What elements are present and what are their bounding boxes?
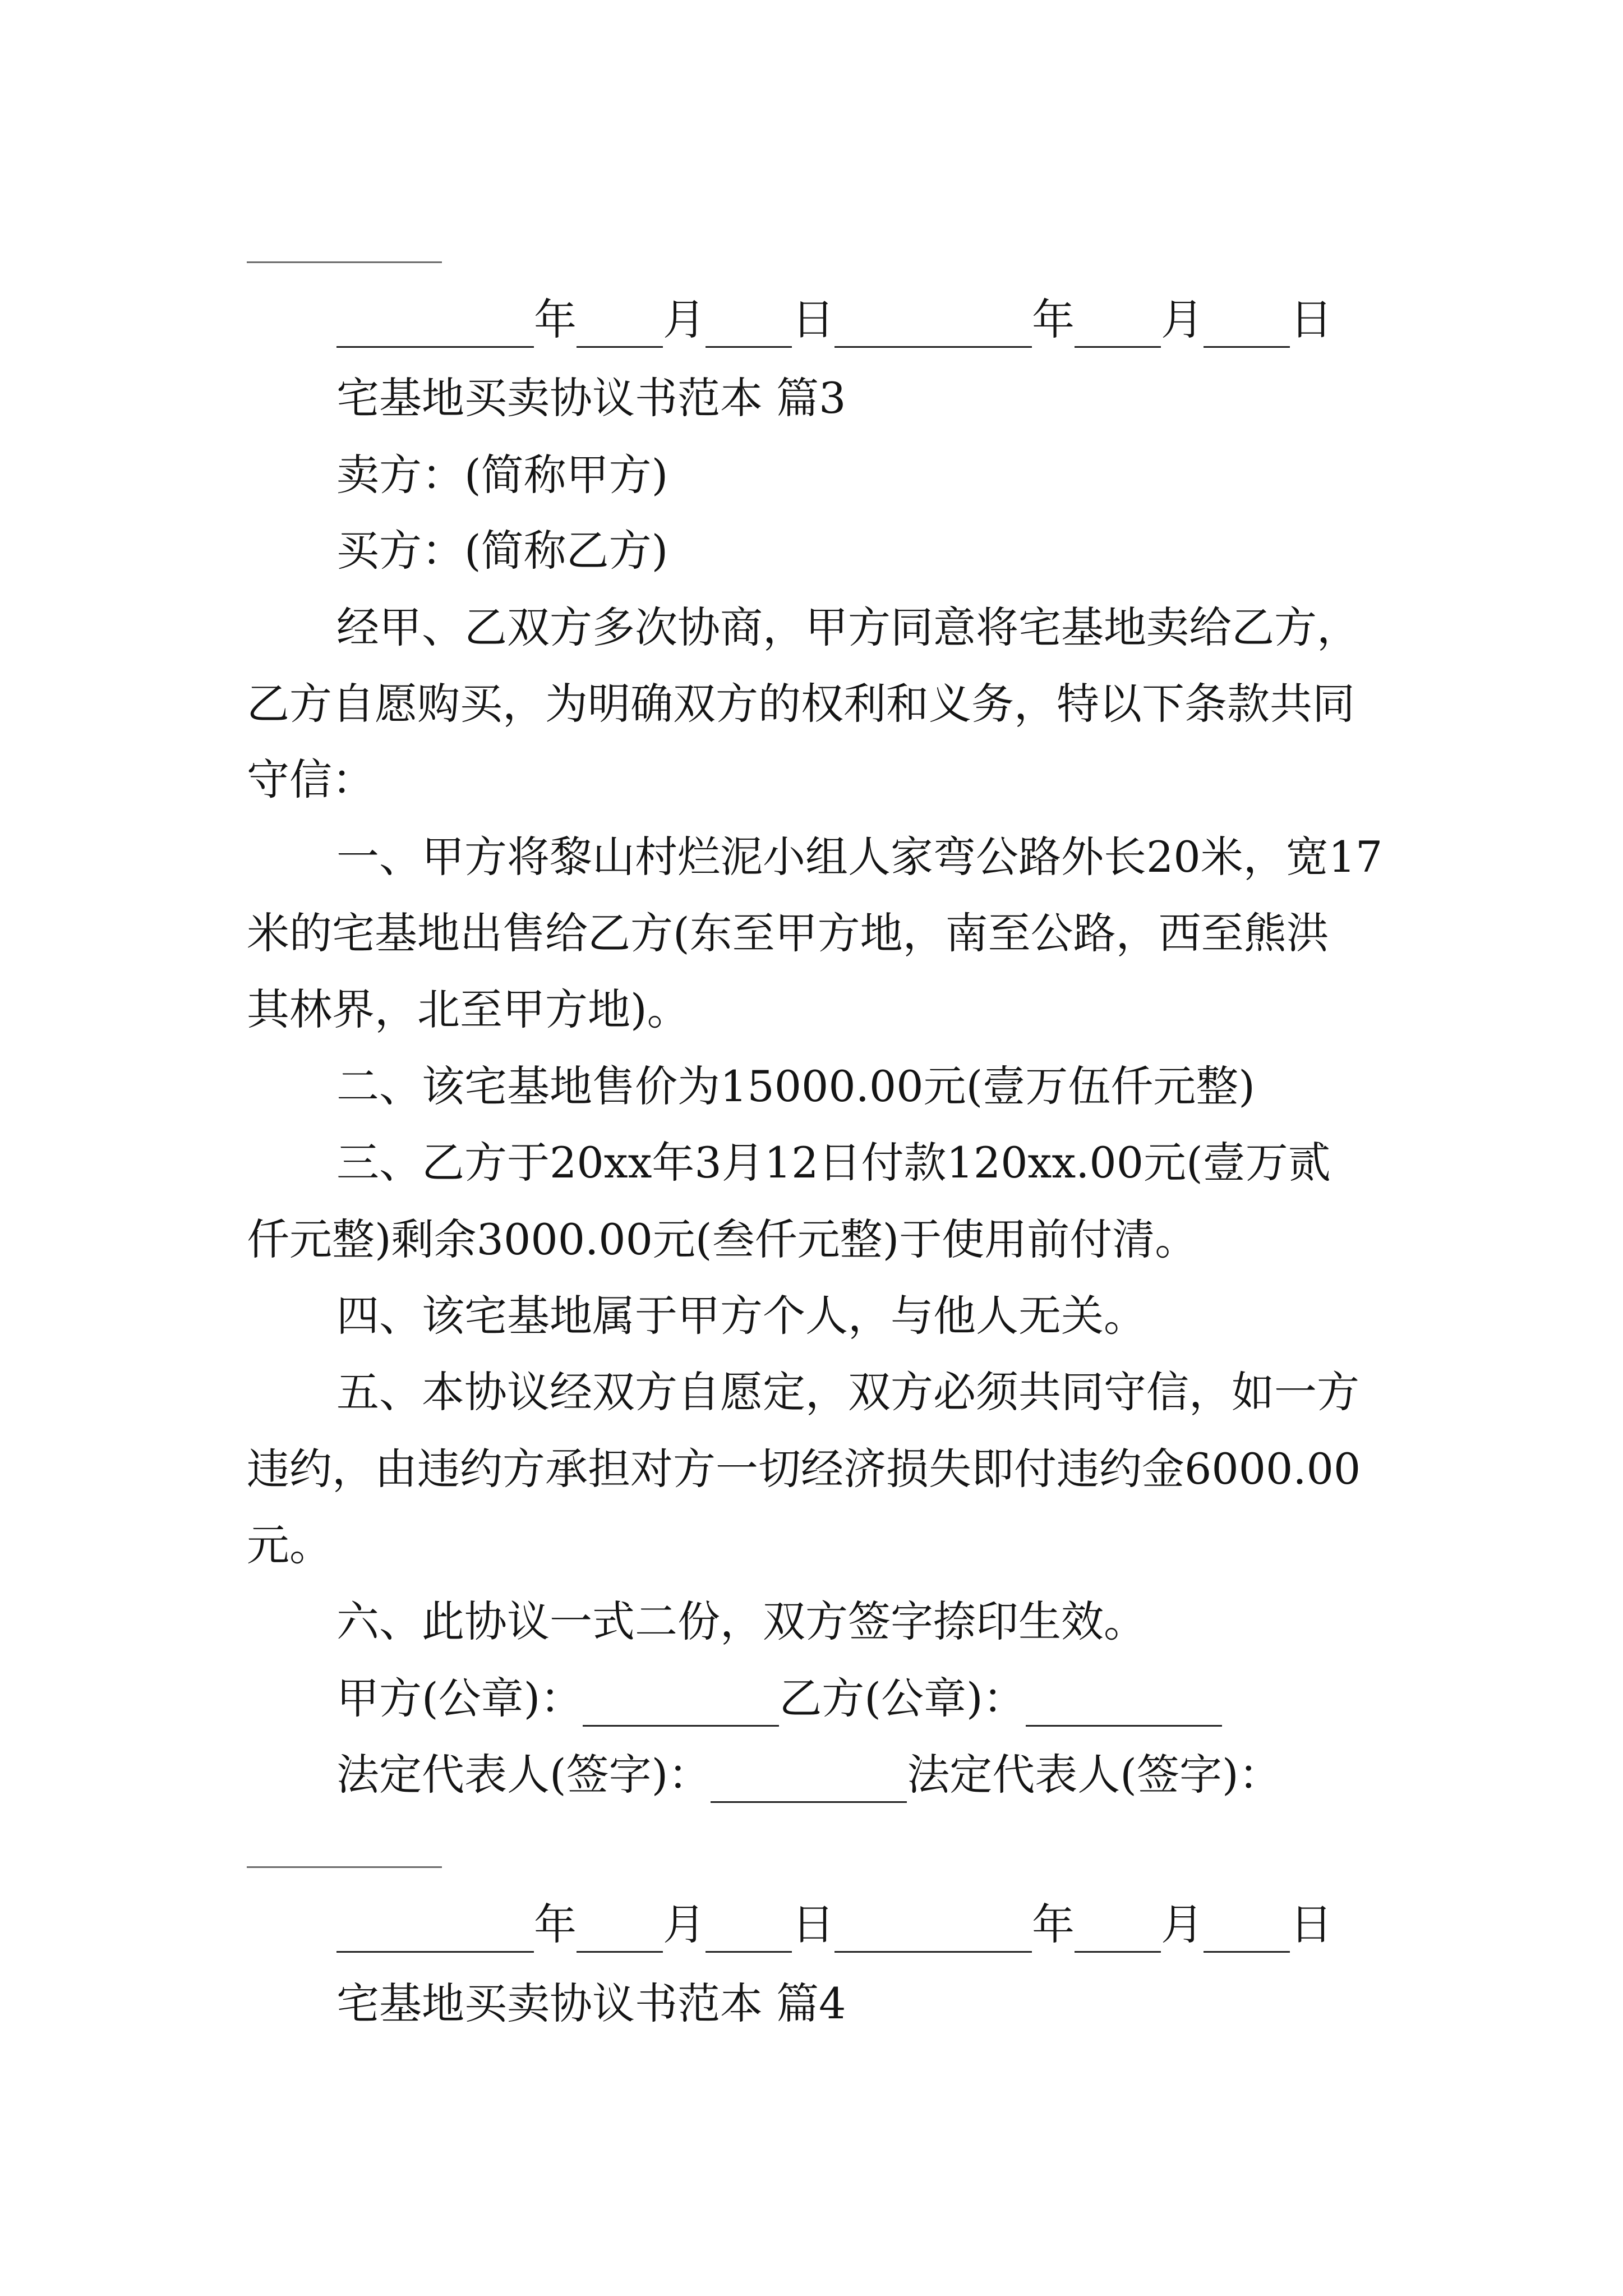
month-blank: [577, 1906, 663, 1953]
seal-row: [336, 1671, 1222, 1727]
clause-1-line: 其林界，北至甲方地)。: [247, 984, 690, 1034]
clause-4-line: 四、该宅基地属于甲方个人，与他人无关。: [336, 1291, 1146, 1341]
section-title-next: 宅基地买卖协议书范本 篇4: [336, 1978, 846, 2028]
date-row-top: [336, 292, 1332, 348]
year-label: 年: [534, 295, 577, 344]
month-label: 月: [663, 1899, 706, 1949]
party-b-seal-label: 乙方(公章)：: [779, 1673, 1026, 1723]
legal-rep-a-blank: [711, 1756, 907, 1803]
day-blank: [706, 1906, 792, 1953]
month-label: 月: [1161, 1899, 1204, 1949]
separator-rule-bottom: [247, 1866, 442, 1868]
year-blank: [336, 301, 534, 348]
month-blank: [1075, 1906, 1161, 1953]
legal-rep-row: [336, 1747, 1281, 1803]
year-label: 年: [1032, 1899, 1075, 1949]
month-blank: [1075, 301, 1161, 348]
party-b-seal-blank: [1026, 1680, 1222, 1727]
clause-2-line: 二、该宅基地售价为15000.00元(壹万伍仟元整): [336, 1061, 1255, 1111]
seller-line: 卖方：(简称甲方): [336, 450, 668, 500]
month-label: 月: [1161, 295, 1204, 344]
clause-1-line: 一、甲方将黎山村烂泥小组人家弯公路外长20米，宽17: [336, 832, 1383, 882]
month-blank: [577, 301, 663, 348]
year-blank: [834, 301, 1032, 348]
day-label: 日: [792, 1899, 834, 1949]
year-blank: [336, 1906, 534, 1953]
clause-3-line: 仟元整)剩余3000.00元(叁仟元整)于使用前付清。: [247, 1214, 1198, 1264]
paragraph-line: 乙方自愿购买，为明确双方的权利和义务，特以下条款共同: [247, 679, 1355, 729]
clause-5-line: 五、本协议经双方自愿定，双方必须共同守信，如一方: [336, 1367, 1359, 1417]
paragraph-line: 守信：: [247, 754, 375, 804]
section-title: 宅基地买卖协议书范本 篇3: [336, 373, 846, 423]
day-label: 日: [1290, 295, 1332, 344]
year-blank: [834, 1906, 1032, 1953]
month-label: 月: [663, 295, 706, 344]
day-label: 日: [792, 295, 834, 344]
clause-1-line: 米的宅基地出售给乙方(东至甲方地，南至公路，西至熊洪: [247, 908, 1329, 958]
year-label: 年: [534, 1899, 577, 1949]
day-label: 日: [1290, 1899, 1332, 1949]
day-blank: [1204, 301, 1290, 348]
legal-rep-a-label: 法定代表人(签字)：: [336, 1750, 711, 1800]
legal-rep-b-label: 法定代表人(签字)：: [907, 1750, 1281, 1800]
separator-rule-top: [247, 261, 442, 263]
party-a-seal-label: 甲方(公章)：: [336, 1673, 583, 1723]
clause-5-line: 违约，由违约方承担对方一切经济损失即付违约金6000.00: [247, 1444, 1361, 1494]
clause-5-line: 元。: [247, 1520, 332, 1570]
buyer-line: 买方：(简称乙方): [336, 526, 668, 576]
paragraph-line: 经甲、乙双方多次协商，甲方同意将宅基地卖给乙方，: [336, 602, 1359, 652]
year-label: 年: [1032, 295, 1075, 344]
clause-6-line: 六、此协议一式二份，双方签字捺印生效。: [336, 1596, 1146, 1646]
clause-3-line: 三、乙方于20xx年3月12日付款120xx.00元(壹万贰: [336, 1138, 1331, 1188]
day-blank: [1204, 1906, 1290, 1953]
day-blank: [706, 301, 792, 348]
party-a-seal-blank: [583, 1680, 779, 1727]
date-row-bottom: [336, 1897, 1332, 1953]
